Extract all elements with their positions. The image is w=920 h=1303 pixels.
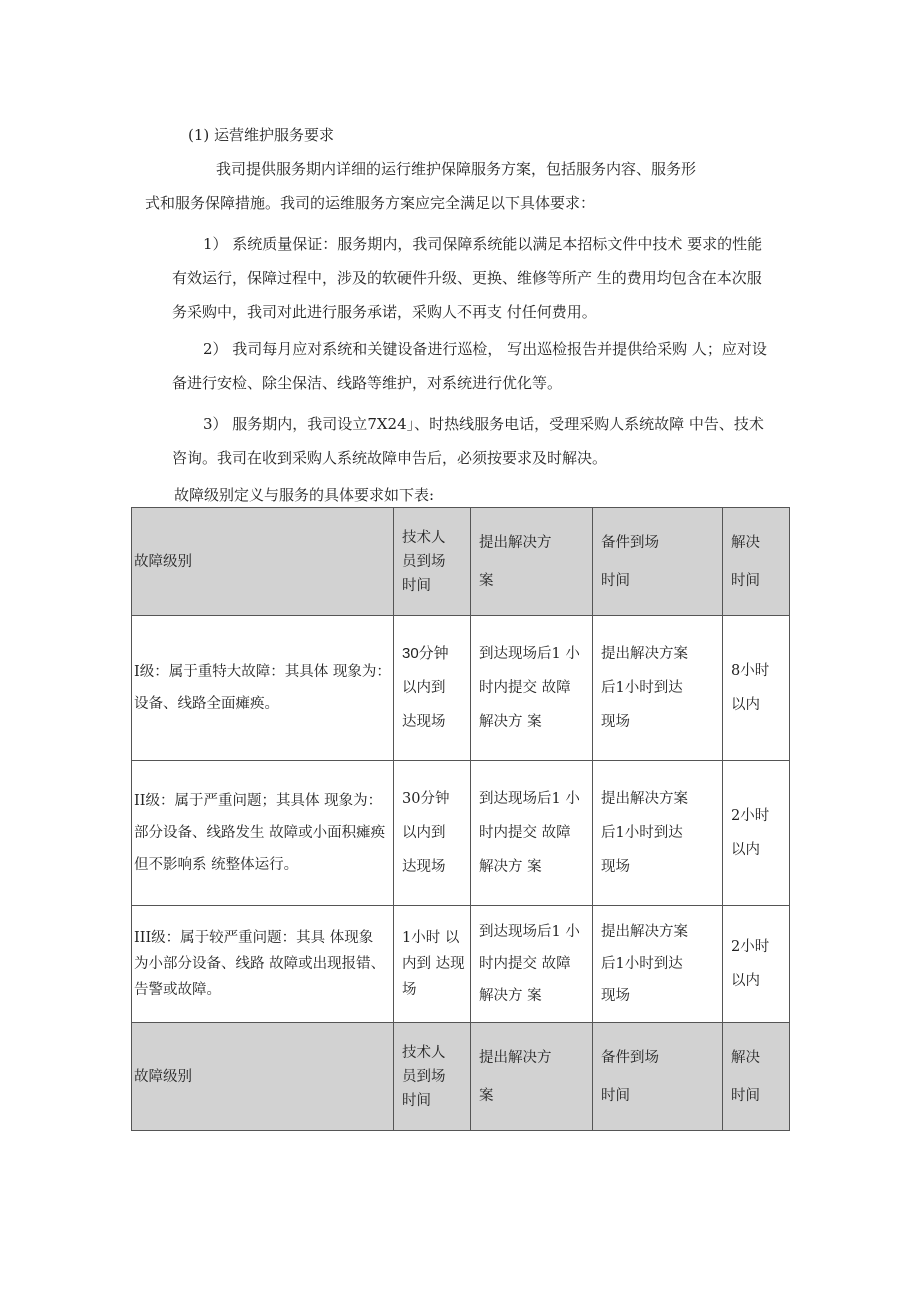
item3-line-1: 3） 服务期内，我司设立7X24」、时热线服务电话，受理采购人系统故障 中告、技术	[203, 415, 764, 433]
row1-solution-plan: 到达现场后1 小 时内提交 故障 解决方 案	[471, 616, 593, 761]
header-parts-arrival: 备件到场 时间	[593, 508, 723, 616]
footer-parts-arrival: 备件到场 时间	[593, 1023, 723, 1131]
row3-resolve-time: 2小时 以内	[723, 906, 790, 1023]
section-title: (1) 运营维护服务要求	[188, 126, 335, 144]
header-resolve-time: 解决 时间	[723, 508, 790, 616]
item1-line-1: 1） 系统质量保证：服务期内，我司保障系统能以满足本招标文件中技术 要求的性能	[203, 235, 763, 253]
item1-line-2: 有效运行，保障过程中，涉及的软硬件升级、更换、维修等所产 生的费用均包含在本次服	[172, 269, 762, 287]
row1-fault-level: I级：属于重特大故障：其具体 现象为： 设备、线路全面瘫痪。	[132, 616, 394, 761]
row2-tech-arrival: 30分钟 以内到 达现场	[394, 761, 471, 906]
row2-resolve-time: 2小时 以内	[723, 761, 790, 906]
table-row-level-2	[132, 761, 790, 906]
row1-tech-arrival: 30分钟 以内到 达现场	[394, 616, 471, 761]
footer-solution-plan: 提出解决方 案	[471, 1023, 593, 1131]
row3-tech-arrival: 1小时 以 内到 达现 场	[394, 906, 471, 1023]
header-fault-level: 故障级别	[132, 508, 394, 616]
item2-line-1: 2） 我司每月应对系统和关键设备进行巡检， 写出巡检报告并提供给采购 人；应对设	[203, 340, 767, 358]
row1-parts-arrival: 提出解决方案 后1小时到达 现场	[593, 616, 723, 761]
row2-parts-arrival: 提出解决方案 后1小时到达 现场	[593, 761, 723, 906]
table-caption: 故障级别定义与服务的具体要求如下表:	[174, 486, 435, 504]
footer-tech-arrival: 技术人 员到场 时间	[394, 1023, 471, 1131]
intro-line-1: 我司提供服务期内详细的运行维护保障服务方案，包括服务内容、服务形	[216, 160, 697, 178]
table-row-level-3	[132, 906, 790, 1023]
row3-parts-arrival: 提出解决方案 后1小时到达 现场	[593, 906, 723, 1023]
table-header-row	[132, 508, 790, 616]
row2-fault-level: II级：属于严重问题；其具体 现象为： 部分设备、线路发生 故障或小面积瘫痪 但不影响系 统整体运行。	[132, 761, 394, 906]
header-tech-arrival: 技术人 员到场 时间	[394, 508, 471, 616]
row1-resolve-time: 8小时 以内	[723, 616, 790, 761]
header-solution-plan: 提出解决方 案	[471, 508, 593, 616]
item1-line-3: 务采购中，我司对此进行服务承诺，采购人不再支 付任何费用。	[172, 303, 597, 321]
item2-line-2: 备进行安检、除尘保洁、线路等维护，对系统进行优化等。	[172, 374, 563, 392]
intro-line-2: 式和服务保障措施。我司的运维服务方案应完全满足以下具体要求：	[145, 194, 596, 212]
table-repeat-header-row	[132, 1023, 790, 1131]
footer-resolve-time: 解决 时间	[723, 1023, 790, 1131]
row2-solution-plan: 到达现场后1 小 时内提交 故障 解决方 案	[471, 761, 593, 906]
row3-fault-level: III级：属于较严重问题：其具 体现象 为小部分设备、线路 故障或出现报错、 告警或故障。	[132, 906, 394, 1023]
item3-line-2: 咨询。我司在收到采购人系统故障申告后，必须按要求及时解决。	[172, 449, 608, 467]
footer-fault-level: 故障级别	[132, 1023, 394, 1131]
fault-level-table	[131, 507, 790, 1131]
table-row-level-1	[132, 616, 790, 761]
row3-solution-plan: 到达现场后1 小 时内提交 故障 解决方 案	[471, 906, 593, 1023]
